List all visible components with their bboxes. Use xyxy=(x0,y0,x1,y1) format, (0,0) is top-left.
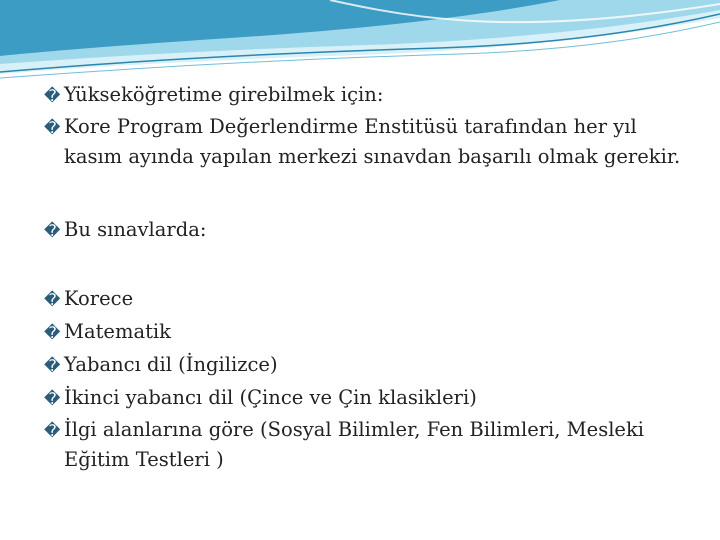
bullet-icon: � xyxy=(44,221,61,240)
bullet-icon: � xyxy=(44,290,61,309)
bullet-item xyxy=(44,214,684,247)
bullet-text: Kore Program Değerlendirme Enstitüsü tarafından her yıl kasım ayında yapılan merkezi sınavdan başarılı olmak gerekir. xyxy=(64,115,681,168)
header-wave-decoration xyxy=(0,0,720,90)
bullet-icon: � xyxy=(44,323,61,342)
bullet-item xyxy=(44,316,684,349)
bullet-item xyxy=(44,112,684,172)
bullet-text: Yükseköğretime girebilmek için: xyxy=(64,83,384,106)
bullet-text: İkinci yabancı dil (Çince ve Çin klasikleri) xyxy=(64,386,477,409)
bullet-text: İlgi alanlarına göre (Sosyal Bilimler, Fen Bilimleri, Mesleki Eğitim Testleri ) xyxy=(64,418,645,471)
bullet-item xyxy=(44,283,684,316)
bullet-icon: � xyxy=(44,356,61,375)
bullet-text: Yabancı dil (İngilizce) xyxy=(64,353,278,376)
bullet-item xyxy=(44,382,684,415)
bullet-item xyxy=(44,349,684,382)
slide-body xyxy=(44,79,684,475)
bullet-text: Bu sınavlarda: xyxy=(64,218,207,241)
bullet-item xyxy=(44,79,684,112)
bullet-text: Korece xyxy=(64,287,134,310)
bullet-text: Matematik xyxy=(64,320,171,343)
bullet-icon: � xyxy=(44,86,61,105)
bullet-icon: � xyxy=(44,118,61,137)
bullet-item xyxy=(44,415,684,475)
bullet-icon: � xyxy=(44,421,61,440)
bullet-icon: � xyxy=(44,389,61,408)
